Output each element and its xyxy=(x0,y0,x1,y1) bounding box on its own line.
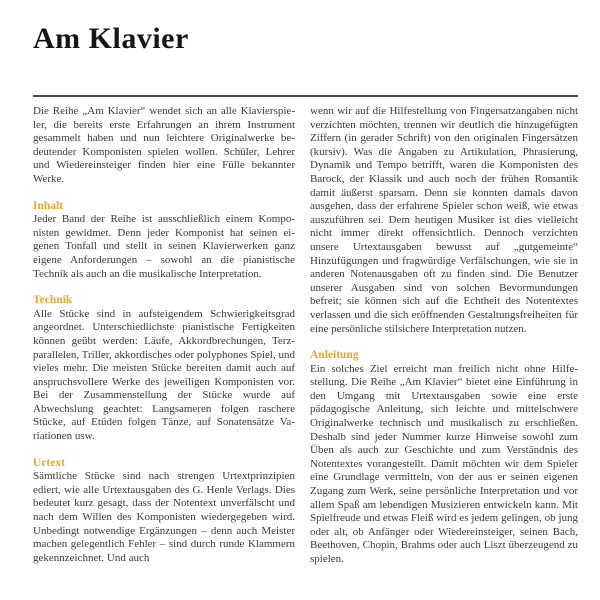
section-body-inhalt: Jeder Band der Reihe ist ausschließlich einem Komponisten gewidmet. Denn jeder Komponist hat seinen eigenen Tonfall und stellt in seinen Klavierwerken ganz eigene Anforderungen – sowohl an die pianistische Technik als auch an die musikalische Interpretation. xyxy=(33,213,295,280)
section-body-technik: Alle Stücke sind in aufsteigendem Schwierigkeitsgrad angeordnet. Unterschiedlichste pianistische Fertigkeiten können geübt werden: Läufe, Akkordbrechungen, Terzparallelen, Triller, akkordisches oder polyphones Spiel, und vieles mehr. Die meisten Stücke bereiten damit auch auf anspruchsvollere Werke des jeweiligen Komponisten vor. Bei der Zusammenstellung der Stücke wurde auf Abwechslung geachtet: Langsameren folgen raschere Stücke, auf Etüden folgen Tänze, auf Sonatensätze Variationen usw. xyxy=(33,307,295,443)
intro-paragraph: Die Reihe „Am Klavier“ wendet sich an alle Klavierspieler, die bereits erste Erfahrungen an ihrem Instrument gesammelt haben und nun leichtere Originalwerke bedeutender Komponisten spielen wollen. Schüler, Lehrer und Wiedereinsteiger finden hier eine Fülle bekannter Werke. xyxy=(33,105,295,185)
section-heading-anleitung: Anleitung xyxy=(310,349,359,362)
section-anleitung xyxy=(310,349,578,567)
title-divider xyxy=(33,95,578,97)
section-body-urtext: Sämtliche Stücke sind nach strengen Urtextprinzipien ediert, wie alle Urtextausgaben des G. Henle Verlags. Dies bedeutet kurz gesagt, dass der Notentext unverfälscht und nach dem Willen des Komponisten wiedergegeben wird. Unbedingt notwendige Ergänzungen – denn auch Meister machen gelegentlich Fehler – sind durch runde Klammern gekennzeichnet. Und auch xyxy=(33,470,295,564)
section-technik xyxy=(33,294,295,444)
left-column xyxy=(33,105,295,567)
section-heading-urtext: Urtext xyxy=(33,456,65,469)
page-title: Am Klavier xyxy=(33,22,189,55)
text-columns xyxy=(33,105,578,567)
section-heading-technik: Technik xyxy=(33,294,73,307)
section-inhalt xyxy=(33,200,295,282)
section-urtext xyxy=(33,457,295,566)
section-heading-inhalt: Inhalt xyxy=(33,199,64,212)
right-column xyxy=(310,105,578,567)
section-body-anleitung: Ein solches Ziel erreicht man freilich nicht ohne Hilfestellung. Die Reihe „Am Klavier“ bietet eine Einführung in den Umgang mit Urtextausgaben sowie eine erste pädagogische Anleitung, sich leichte und mittelschwere Originalwerke technisch und musikalisch zu erschließen. Deshalb sind jeder Nummer kurze Hinweise sowohl zum Üben als auch zur Geschichte und zum Verständnis des Notentextes vorangestellt. Damit möchten wir dem Spieler eine Grundlage vermitteln, von der aus er seinen eigenen Zugang zum Werk, seine persönliche Interpretation und vor allem Spaß am lebendigen Musizieren entwickeln kann. Mit Spielfreude und etwas Fleiß wird es jedem gelingen, ob jung oder alt, ob Anfänger oder Wiedereinsteiger, seinen Bach, Beethoven, Chopin, Brahms oder auch Liszt überzeugend zu spielen. xyxy=(310,362,578,565)
continuation-paragraph: wenn wir auf die Hilfestellung von Fingersatzangaben nicht verzichten möchten, trennen wir deutlich die hinzugefügten Ziffern (in gerader Schrift) von den originalen Fingersätzen (kursiv). Was die Angaben zu Artikulation, Phrasierung, Dynamik und Tempo betrifft, waren die Komponisten des Barock, der Klassik und auch noch der frühen Romantik damit äußerst sparsam. Denn sie konnten damals davon ausgehen, dass der erfahrene Spieler schon weiß, wie etwas auszuführen sei. Dem heutigen Musiker ist dies vielleicht nicht immer direkt offensichtlich. Dennoch verzichten unsere Urtextausgaben bewusst auf „gutgemeinte“ Hinzufügungen und fragwürdige Verfälschungen, wie sie in anderen Notenausgaben oft zu finden sind. Die Benutzer unserer Ausgaben sind von solchen Bevormundungen befreit; sie können sich auf die Echtheit des Notentextes verlassen und die sich eröffnenden Gestaltungsfreiheiten für eine persönliche stilsichere Interpretation nutzen. xyxy=(310,105,578,335)
